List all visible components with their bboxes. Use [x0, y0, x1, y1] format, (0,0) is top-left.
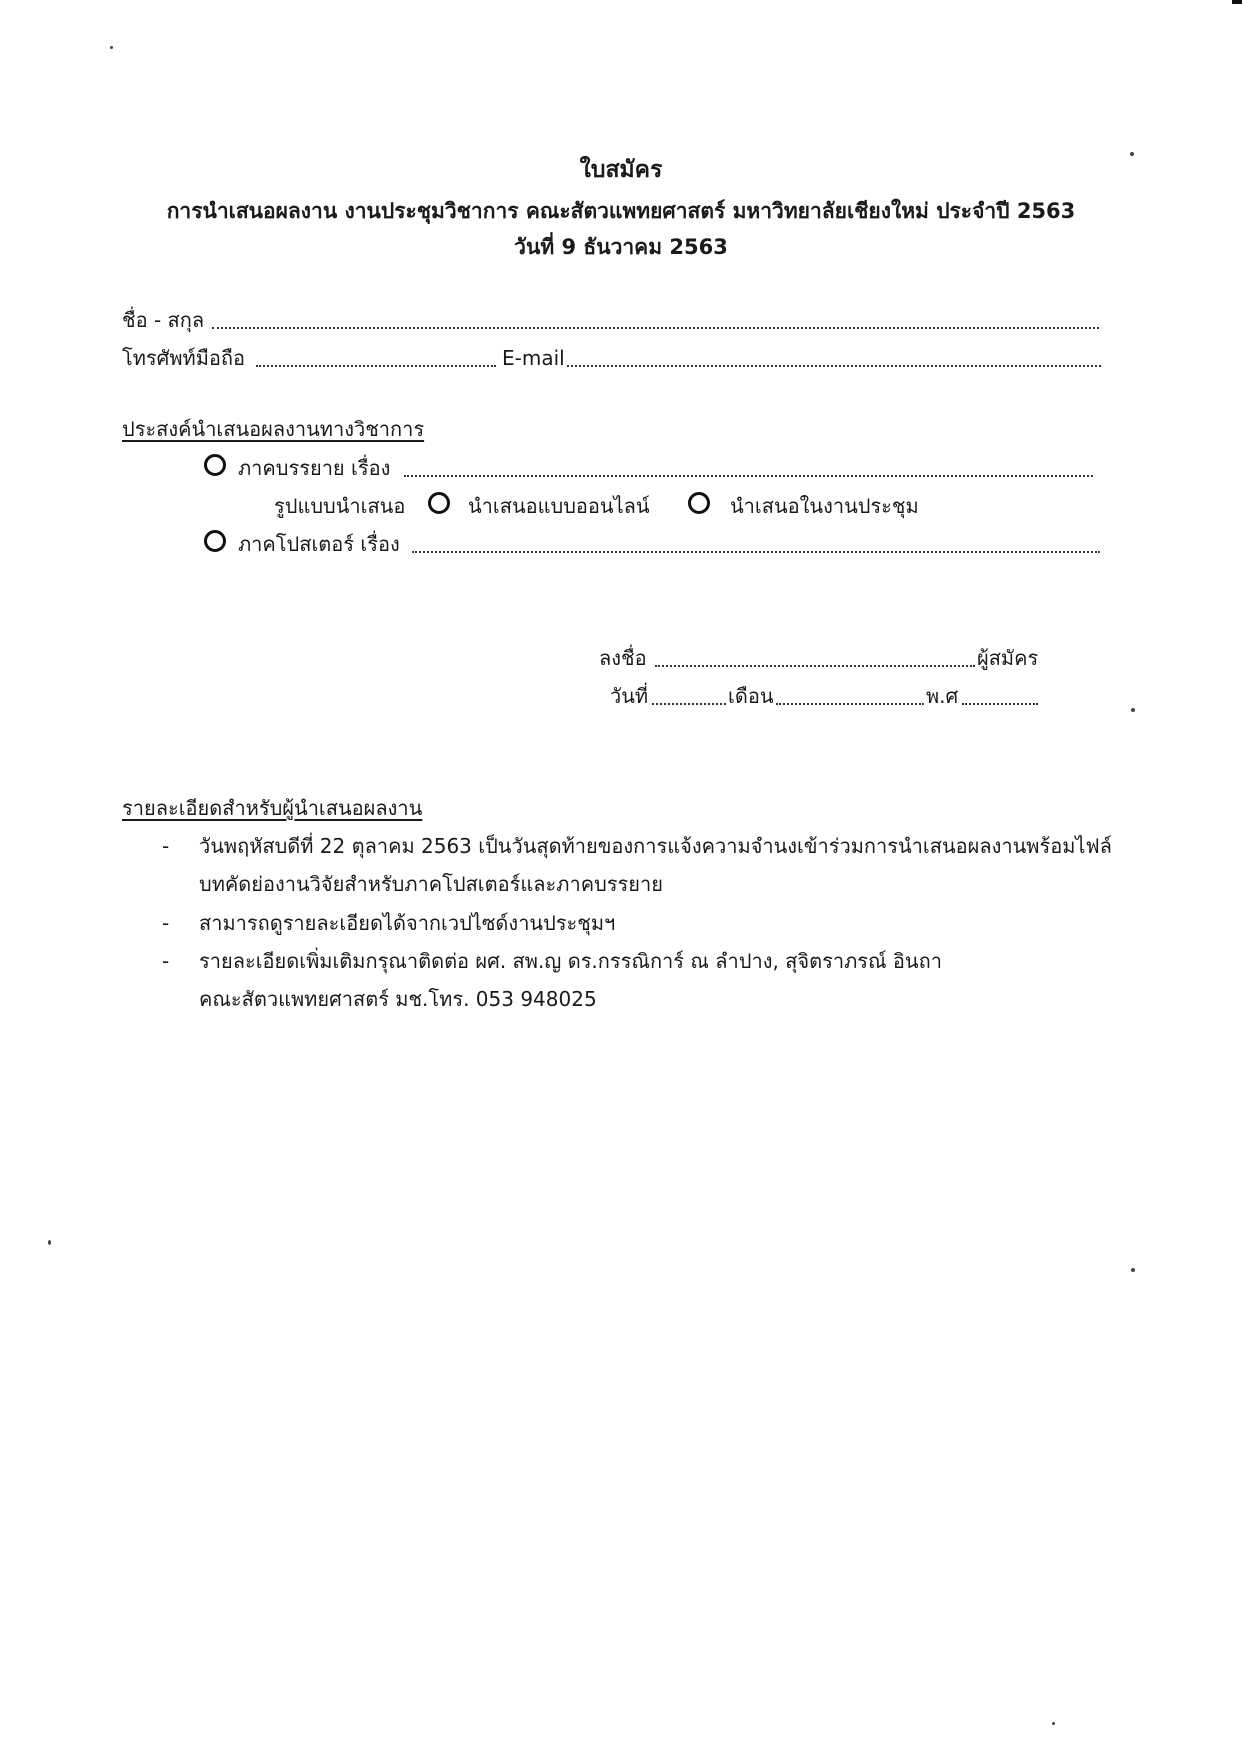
year-field[interactable]	[962, 685, 1038, 705]
name-label: ชื่อ - สกุล	[122, 308, 205, 332]
poster-topic-field[interactable]	[412, 533, 1100, 553]
month-label: เดือน	[728, 684, 774, 708]
format-label: รูปแบบนำเสนอ	[274, 494, 406, 518]
scan-speck	[1131, 1268, 1135, 1272]
phone-label: โทรศัพท์มือถือ	[122, 346, 246, 370]
email-field[interactable]	[567, 347, 1101, 367]
oral-radio[interactable]	[204, 454, 226, 476]
scan-corner-mark	[1232, 0, 1242, 4]
onsite-label: นำเสนอในงานประชุม	[730, 494, 919, 518]
form-title: ใบสมัคร	[579, 157, 663, 183]
online-label: นำเสนอแบบออนไลน์	[468, 494, 650, 518]
scan-speck	[1052, 1722, 1055, 1725]
day-label: วันที่	[610, 684, 649, 708]
details-item-2-line-1: สามารถดูรายละเอียดได้จากเวปไซด์งานประชุมฯ	[199, 911, 616, 935]
poster-label: ภาคโปสเตอร์ เรื่อง	[238, 532, 400, 556]
onsite-radio[interactable]	[688, 492, 710, 514]
presentation-heading: ประสงค์นำเสนอผลงานทางวิชาการ	[122, 417, 425, 441]
name-field[interactable]	[212, 309, 1099, 329]
bullet-dash: -	[162, 834, 170, 858]
applicant-label: ผู้สมัคร	[977, 646, 1039, 670]
details-heading: รายละเอียดสำหรับผู้นำเสนอผลงาน	[122, 796, 423, 820]
year-label: พ.ศ	[926, 684, 959, 708]
scan-speck	[1131, 708, 1135, 712]
oral-topic-field[interactable]	[404, 457, 1093, 477]
details-item-1-line-1: วันพฤหัสบดีที่ 22 ตุลาคม 2563 เป็นวันสุดท้ายของการแจ้งความจำนงเข้าร่วมการนำเสนอผลงานพร้อมไฟล์	[199, 834, 1112, 858]
online-radio[interactable]	[428, 492, 450, 514]
scan-speck	[48, 1240, 51, 1245]
details-item-3-line-1: รายละเอียดเพิ่มเติมกรุณาติดต่อ ผศ. สพ.ญ ดร.กรรณิการ์ ณ ลำปาง, สุจิตราภรณ์ อินถา	[199, 949, 942, 973]
oral-label: ภาคบรรยาย เรื่อง	[238, 456, 391, 480]
form-subtitle: การนำเสนอผลงาน งานประชุมวิชาการ คณะสัตวแพทยศาสตร์ มหาวิทยาลัยเชียงใหม่ ประจำปี 2563	[166, 199, 1076, 223]
phone-field[interactable]	[256, 347, 496, 367]
email-label: E-mail	[502, 346, 565, 370]
bullet-dash: -	[162, 949, 170, 973]
poster-radio[interactable]	[204, 530, 226, 552]
bullet-dash: -	[162, 911, 170, 935]
event-date: วันที่ 9 ธันวาคม 2563	[514, 235, 728, 259]
day-field[interactable]	[652, 685, 726, 705]
details-item-3-line-2: คณะสัตวแพทยศาสตร์ มช.โทร. 053 948025	[199, 987, 597, 1011]
details-item-1-line-2: บทคัดย่องานวิจัยสำหรับภาคโปสเตอร์และภาคบรรยาย	[199, 872, 663, 896]
signature-field[interactable]	[655, 647, 975, 667]
sign-label: ลงชื่อ	[599, 646, 647, 670]
month-field[interactable]	[776, 685, 924, 705]
scan-speck	[110, 46, 113, 49]
